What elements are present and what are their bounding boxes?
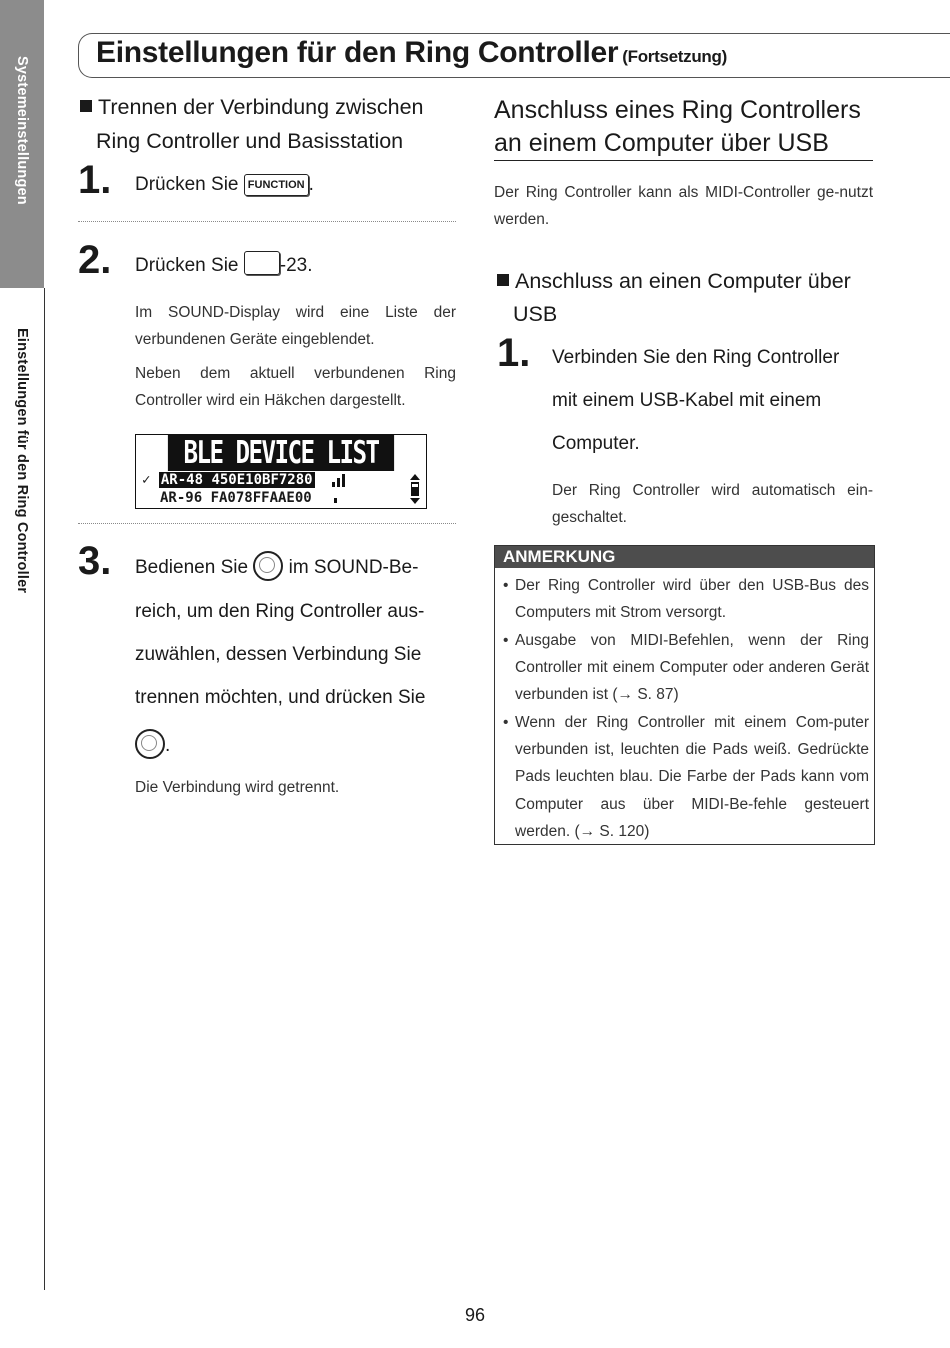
step-number: 1. [78, 158, 112, 202]
note-item [503, 627, 869, 709]
lcd-row-1 [142, 472, 315, 489]
bullet-dot: • [503, 714, 509, 731]
step-3-result: Die Verbindung wird getrennt. [135, 779, 340, 796]
step-1-text [135, 163, 314, 206]
step-1-after: . [308, 174, 314, 195]
step-3-line-3: zuwählen, dessen Verbindung Sie [135, 644, 422, 665]
step-number: 3. [78, 539, 112, 583]
function-key-icon: FUNCTION [244, 174, 309, 196]
square-bullet-icon [80, 100, 92, 112]
step-3-line-4: trennen möchten, und drücken Sie [135, 687, 426, 708]
signal-strength-icon [332, 473, 350, 487]
note-item [503, 709, 869, 845]
signal-weak-icon [334, 497, 340, 503]
step-number: 2. [78, 238, 112, 282]
step-3-line-5-after: . [165, 735, 171, 756]
step-3-line-5 [135, 724, 170, 767]
check-icon: ✓ [142, 472, 151, 488]
bullet-dot: • [503, 577, 509, 594]
side-tab-systemeinstellungen[interactable]: Systemeinstellungen [14, 56, 30, 205]
section-heading-line1: Trennen der Verbindung zwischen [98, 95, 424, 119]
note-item [503, 572, 869, 626]
encoder-press-icon [135, 729, 165, 759]
step-3-line-1 [135, 546, 418, 589]
note-item-text: Wenn der Ring Controller mit einem Com-puter verbunden ist, leuchten die Pads weiß. Gedrückte Pads leuchten blau. Die Farbe der Pads kann vom Computer aus über MIDI-Be-fehle gesteuert werden. (→ S. 120) [515, 714, 869, 840]
right-heading-line1: Anschluss eines Ring Controllers [494, 96, 861, 124]
step-number: 1. [497, 331, 531, 375]
lcd-row-2-text: AR-96 FA078FFAAE00 [160, 490, 312, 506]
step-2-after: -23. [279, 255, 313, 276]
section-heading-usb-line2: USB [513, 302, 558, 326]
lcd-row-1-text: AR-48 450E10BF7280 [160, 472, 313, 488]
section-heading-usb [497, 264, 851, 298]
step-3-line-1b: im SOUND-Be- [288, 557, 419, 578]
section-heading-usb-line1: Anschluss an einen Computer über [515, 269, 851, 293]
side-divider [44, 288, 45, 1290]
step-2-paragraph-2: Neben dem aktuell verbundenen Ring Controller wird ein Häkchen dargestellt. [135, 365, 456, 409]
section-heading-line2: Ring Controller und Basisstation [96, 129, 404, 153]
lcd-title: BLE DEVICE LIST [168, 435, 394, 471]
note-item-text: Ausgabe von MIDI-Befehlen, wenn der Ring Controller mit einem Computer oder anderen Gerät verbunden ist (→ S. 87) [515, 632, 869, 704]
step-3-line-2: reich, um den Ring Controller aus- [135, 601, 425, 622]
page-title-text: Einstellungen für den Ring Controller [96, 36, 619, 69]
right-intro: Der Ring Controller kann als MIDI-Controller ge-nutzt werden. [494, 184, 873, 228]
pad-key-icon [244, 251, 280, 275]
sound-encoder-dial-icon [253, 551, 283, 581]
square-bullet-icon [497, 274, 509, 286]
section-heading-disconnect [80, 90, 424, 124]
step-divider [78, 523, 456, 524]
note-item-text: Der Ring Controller wird über den USB-Bus des Computers mit Strom versorgt. [515, 577, 869, 622]
side-tab-ring-controller[interactable]: Einstellungen für den Ring Controller [14, 328, 30, 594]
bullet-dot: • [503, 632, 509, 649]
step-3-line-1a: Bedienen Sie [135, 557, 249, 578]
step-2-label: Drücken Sie [135, 255, 239, 276]
step-2-text [135, 244, 313, 287]
usb-step-line-1: Verbinden Sie den Ring Controller [552, 347, 840, 368]
heading-underline [494, 160, 873, 161]
page-subtitle: (Fortsetzung) [622, 47, 727, 66]
note-title: ANMERKUNG [495, 546, 874, 568]
page-title [96, 36, 727, 70]
scrollbar-icon [410, 474, 420, 504]
step-divider [78, 221, 456, 222]
usb-step-line-3: Computer. [552, 433, 640, 454]
lcd-row-2 [160, 490, 312, 507]
lcd-display [135, 434, 427, 509]
note-box [494, 545, 875, 845]
page-number: 96 [464, 1305, 486, 1325]
usb-step-line-2: mit einem USB-Kabel mit einem [552, 390, 822, 411]
right-heading-line2: an einem Computer über USB [494, 129, 829, 157]
step-1-label: Drücken Sie [135, 174, 239, 195]
usb-step-result: Der Ring Controller wird automatisch ein-geschaltet. [552, 482, 873, 526]
step-2-paragraph-1: Im SOUND-Display wird eine Liste der verbundenen Geräte eingeblendet. [135, 304, 456, 348]
